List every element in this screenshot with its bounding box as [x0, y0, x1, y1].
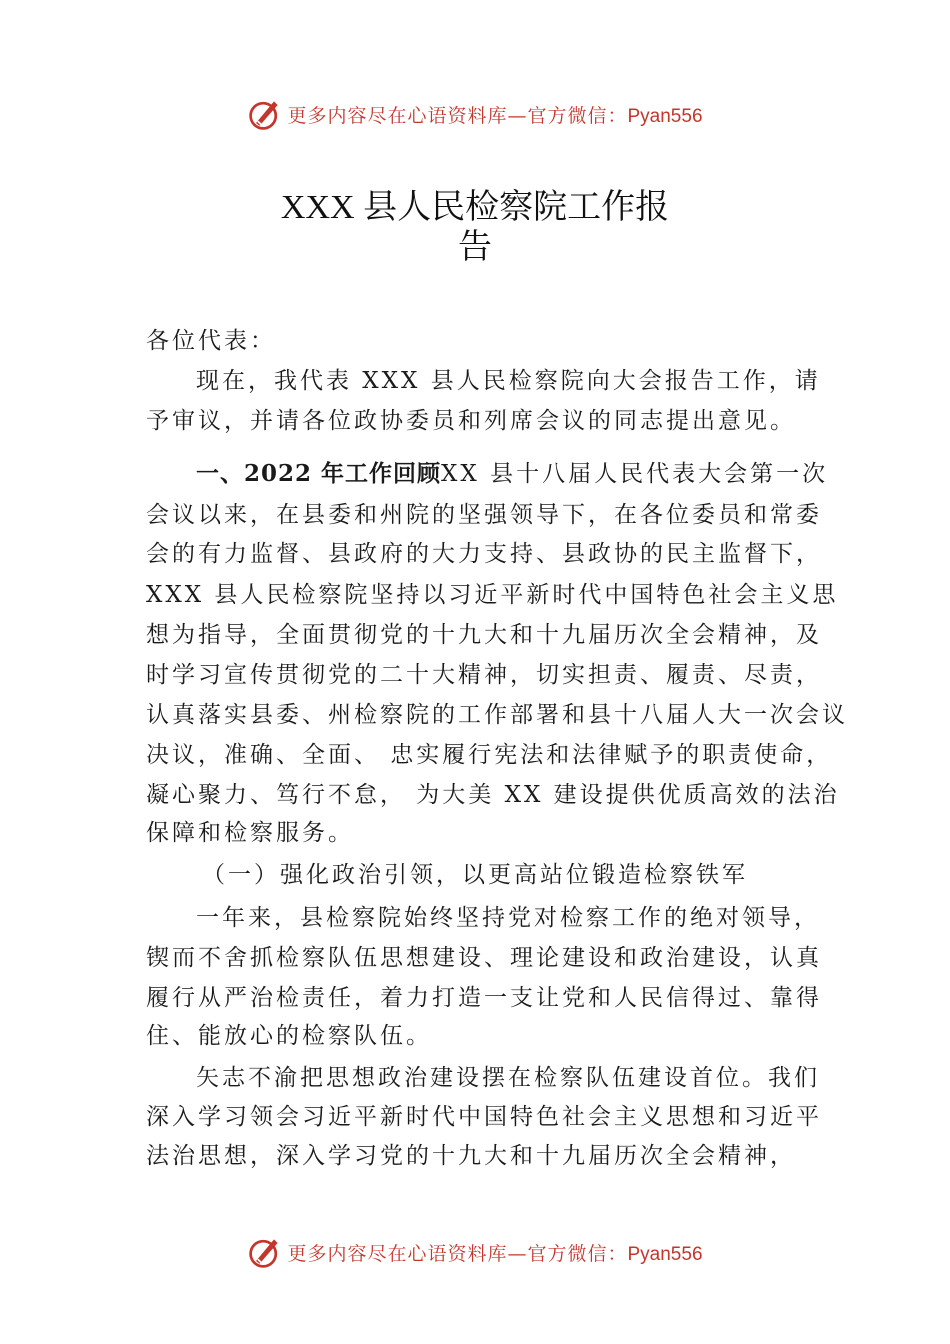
paragraph-line: XXX 县人民检察院坚持以习近平新时代中国特色社会主义思 [146, 582, 839, 608]
section-heading-line: 一、2022 年工作回顾XX 县十八届人民代表大会第一次 [196, 460, 829, 487]
paragraph-line: 会的有力监督、县政府的大力支持、县政协的民主监督下， [146, 541, 822, 567]
paragraph-line: 想为指导，全面贯彻党的十九大和十九届历次全会精神，及 [146, 622, 822, 648]
paragraph-line: 予审议，并请各位政协委员和列席会议的同志提出意见。 [146, 408, 796, 434]
section-heading: 一、2022 年工作回顾 [196, 460, 442, 487]
pen-circle-logo-icon [247, 1234, 283, 1270]
title-line-1: XXX 县人民检察院工作报 [280, 189, 670, 226]
paragraph-line: 履行从严治检责任，着力打造一支让党和人民信得过、靠得 [146, 985, 822, 1011]
watermark-banner-top [0, 94, 950, 134]
paragraph-line: 决议，准确、全面、 忠实履行宪法和法律赋予的职责使命， [146, 742, 833, 768]
document-title [0, 188, 950, 268]
paragraph-line: 矢志不渝把思想政治建设摆在检察队伍建设首位。我们 [196, 1065, 820, 1091]
paragraph-line: 凝心聚力、笃行不怠， 为大美 XX 建设提供优质高效的法治 [146, 782, 840, 808]
paragraph-line: 认真落实县委、州检察院的工作部署和县十八届人大一次会议 [146, 702, 848, 728]
paragraph-line: 深入学习领会习近平新时代中国特色社会主义思想和习近平 [146, 1104, 822, 1130]
paragraph-line: 法治思想，深入学习党的十九大和十九届历次全会精神， [146, 1143, 796, 1169]
subsection-heading: （一）强化政治引领，以更高站位锻造检察铁军 [202, 862, 748, 888]
paragraph-line: 现在，我代表 XXX 县人民检察院向大会报告工作，请 [196, 368, 821, 394]
watermark-banner-bottom [0, 1232, 950, 1272]
watermark-text: 更多内容尽在心语资料库—官方微信：Pyan556 [287, 1242, 703, 1265]
paragraph-line: 锲而不舍抓检察队伍思想建设、理论建设和政治建设，认真 [146, 945, 822, 971]
salutation: 各位代表： [146, 328, 276, 354]
paragraph-line: 保障和检察服务。 [146, 820, 354, 846]
watermark-text: 更多内容尽在心语资料库—官方微信：Pyan556 [287, 104, 703, 127]
paragraph-line: 一年来，县检察院始终坚持党对检察工作的绝对领导， [196, 905, 820, 931]
paragraph-line: 住、能放心的检察队伍。 [146, 1023, 432, 1049]
paragraph-line: 时学习宣传贯彻党的二十大精神，切实担责、履责、尽责， [146, 662, 822, 688]
title-line-2: 告 [458, 229, 492, 266]
paragraph-line: 会议以来，在县委和州院的坚强领导下，在各位委员和常委 [146, 502, 822, 528]
pen-circle-logo-icon [247, 96, 283, 132]
